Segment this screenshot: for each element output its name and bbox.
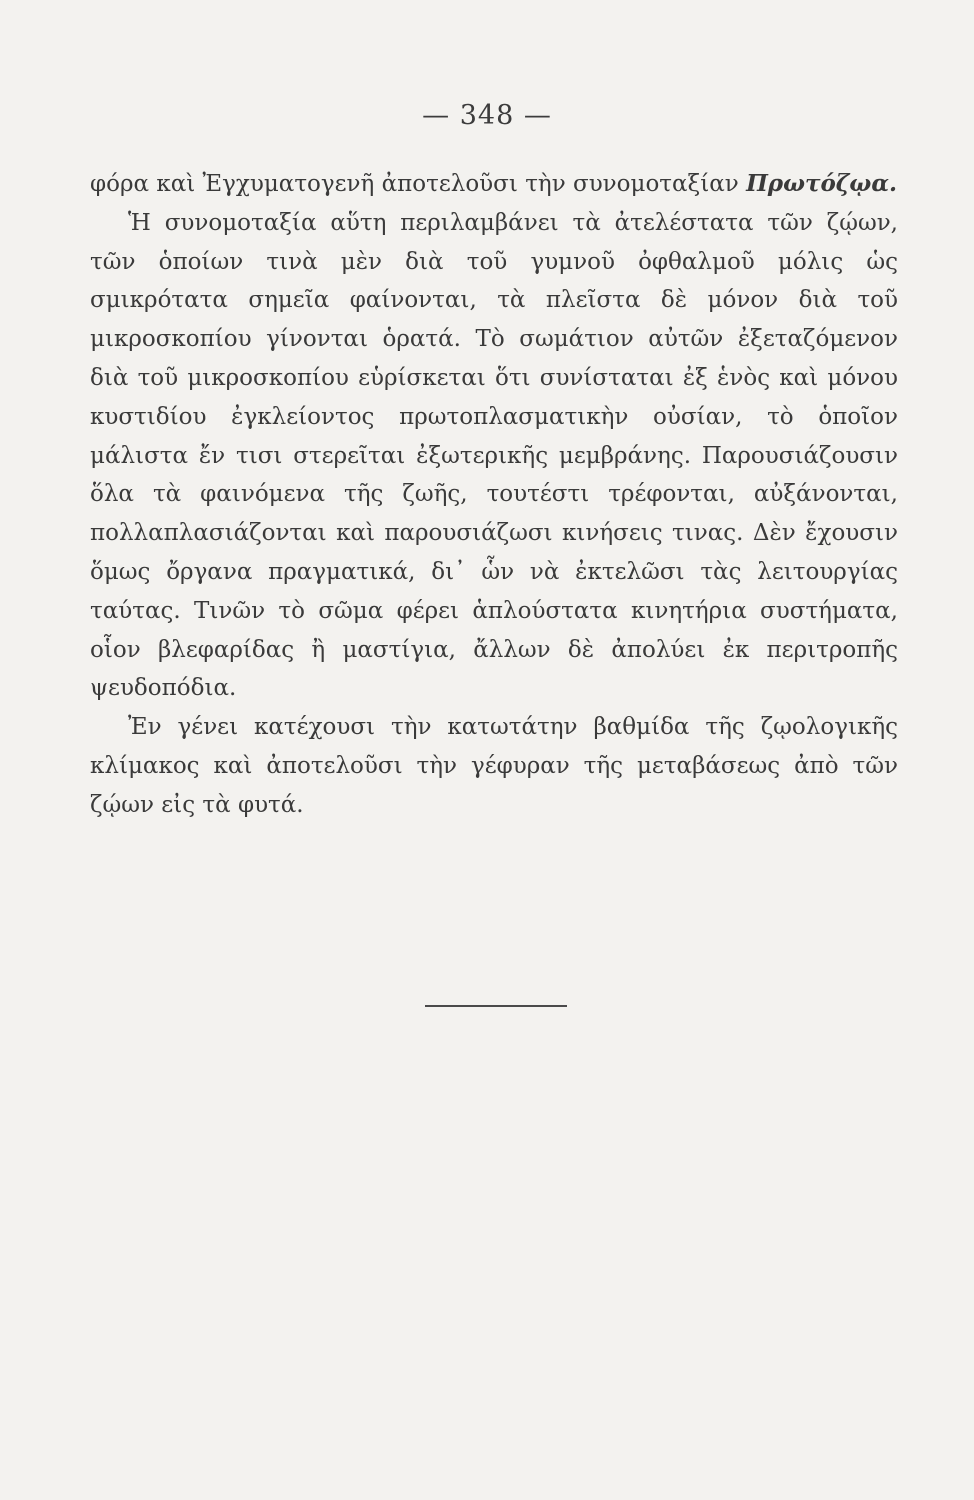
- body-text: [90, 165, 898, 825]
- paragraph-conclusion: Ἐν γένει κατέχουσι τὴν κατωτάτην βαθμίδα τῆς ζῳολογικῆς κλίμακος καὶ ἀποτελοῦσι τὴν γέφυραν τῆς μεταβάσεως ἀπὸ τῶν ζῴων εἰς τὰ φυτά.: [90, 714, 898, 818]
- paragraph-description: Ἡ συνομοταξία αὕτη περιλαμβάνει τὰ ἀτελέστατα τῶν ζῴων, τῶν ὁποίων τινὰ μὲν διὰ τοῦ γυμνοῦ ὀφθαλμοῦ μόλις ὡς σμικρότατα σημεῖα φαίνονται, τὰ πλεῖστα δὲ μόνον διὰ τοῦ μικροσκοπίου γίνονται ὁρατά. Τὸ σωμάτιον αὐτῶν ἐξεταζόμενον διὰ τοῦ μικροσκοπίου εὑρίσκεται ὅτι συνίσταται ἐξ ἑνὸς καὶ μόνου κυστιδίου ἐγκλείοντος πρωτοπλασματικὴν οὐσίαν, τὸ ὁποῖον μάλιστα ἔν τισι στερεῖται ἐξωτερικῆς μεμβράνης. Παρουσιάζουσιν ὅλα τὰ φαινόμενα τῆς ζωῆς, τουτέστι τρέφονται, αὐξάνονται, πολλαπλασιάζονται καὶ παρουσιάζωσι κινήσεις τινας. Δὲν ἔχουσιν ὅμως ὄργανα πραγματικά, δι᾽ ὧν νὰ ἐκτελῶσι τὰς λειτουργίας ταύτας. Τινῶν τὸ σῶμα φέρει ἁπλούστατα κινητήρια συστήματα, οἷον βλεφαρίδας ἢ μαστίγια, ἄλλων δὲ ἀπολύει ἐκ περιτροπῆς ψευδοπόδια.: [90, 209, 898, 702]
- paragraph-continuation: [90, 165, 898, 204]
- page-number: — 348 —: [422, 100, 552, 131]
- paragraph-continuation-text: φόρα καὶ Ἐγχυματογενῆ ἀποτελοῦσι τὴν συνομοταξίαν: [90, 171, 747, 197]
- term-protozoa: Πρωτόζῳα.: [746, 170, 898, 197]
- section-divider: [425, 1005, 567, 1007]
